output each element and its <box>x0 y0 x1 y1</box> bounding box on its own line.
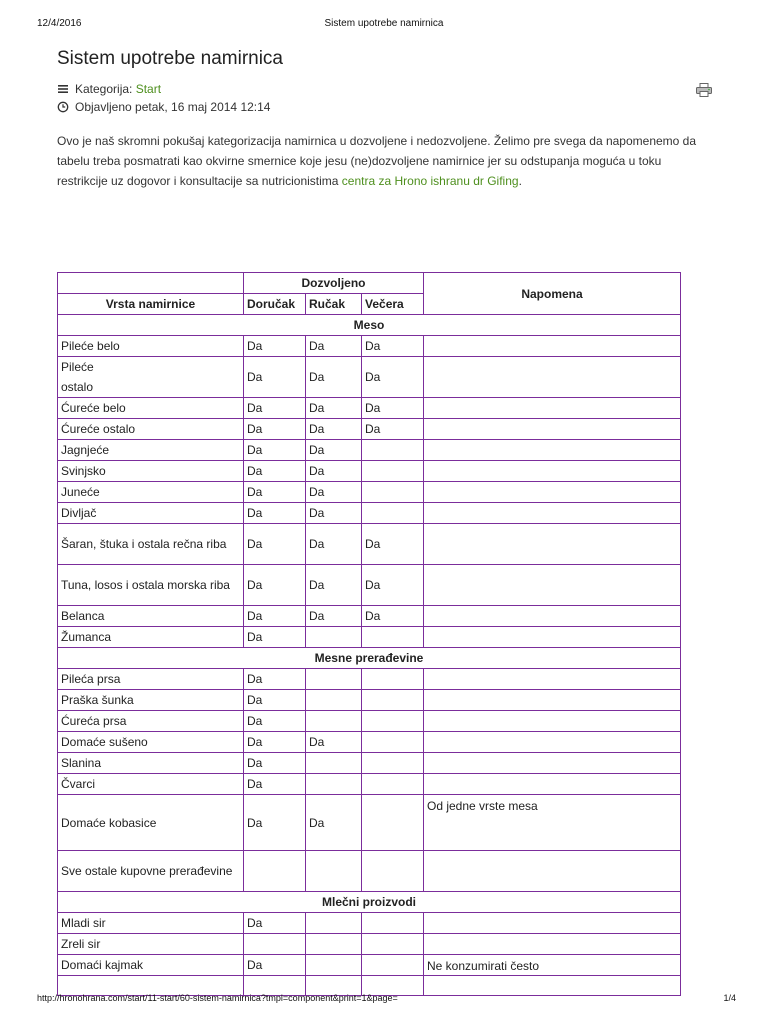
vecera-cell <box>362 440 424 461</box>
napomena-cell: Ne konzumirati često <box>424 955 681 976</box>
intro-paragraph <box>57 131 697 191</box>
rucak-cell <box>306 690 362 711</box>
dorucak-cell: Da <box>244 440 306 461</box>
header-vecera: Večera <box>362 294 424 315</box>
food-name-cell: Divljač <box>58 503 244 524</box>
vecera-cell <box>362 503 424 524</box>
table-row <box>58 461 681 482</box>
dorucak-cell: Da <box>244 732 306 753</box>
napomena-cell <box>424 419 681 440</box>
food-name-cell: Ćureća prsa <box>58 711 244 732</box>
food-name-cell: Jagnjeće <box>58 440 244 461</box>
table-row <box>58 690 681 711</box>
dorucak-cell <box>244 934 306 955</box>
dorucak-cell: Da <box>244 503 306 524</box>
table-row <box>58 774 681 795</box>
napomena-cell <box>424 461 681 482</box>
napomena-cell <box>424 913 681 934</box>
rucak-cell: Da <box>306 524 362 565</box>
table-row <box>58 711 681 732</box>
food-name-cell: Zreli sir <box>58 934 244 955</box>
rucak-cell: Da <box>306 357 362 398</box>
header-dozvoljeno: Dozvoljeno <box>244 273 424 294</box>
food-name-cell: Čvarci <box>58 774 244 795</box>
food-name-cell: Domaći kajmak <box>58 955 244 976</box>
food-name-cell: Ćureće belo <box>58 398 244 419</box>
vecera-cell <box>362 774 424 795</box>
rucak-cell <box>306 934 362 955</box>
napomena-cell: Od jedne vrste mesa <box>424 795 681 851</box>
dorucak-cell: Da <box>244 419 306 440</box>
section-title: Mesne prerađevine <box>58 648 681 669</box>
table-row <box>58 627 681 648</box>
category-label: Kategorija: <box>75 82 133 96</box>
food-name-cell: Mladi sir <box>58 913 244 934</box>
rucak-cell: Da <box>306 398 362 419</box>
vecera-cell <box>362 732 424 753</box>
napomena-cell <box>424 753 681 774</box>
table-row <box>58 419 681 440</box>
table-row <box>58 732 681 753</box>
section-row <box>58 892 681 913</box>
food-name-cell: Belanca <box>58 606 244 627</box>
rucak-cell: Da <box>306 503 362 524</box>
vecera-cell <box>362 627 424 648</box>
dorucak-cell: Da <box>244 711 306 732</box>
table-row <box>58 669 681 690</box>
dorucak-cell: Da <box>244 398 306 419</box>
dorucak-cell: Da <box>244 336 306 357</box>
food-name-cell: Pileće ostalo <box>58 357 244 398</box>
rucak-cell <box>306 955 362 976</box>
food-name-cell: Tuna, losos i ostala morska riba <box>58 565 244 606</box>
section-title: Mlečni proizvodi <box>58 892 681 913</box>
header-vrsta: Vrsta namirnice <box>58 294 244 315</box>
header-rucak: Ručak <box>306 294 362 315</box>
napomena-cell <box>424 774 681 795</box>
vecera-cell <box>362 461 424 482</box>
vecera-cell: Da <box>362 398 424 419</box>
vecera-cell <box>362 482 424 503</box>
rucak-cell <box>306 913 362 934</box>
food-name-cell: Žumanca <box>58 627 244 648</box>
food-name-cell: Juneće <box>58 482 244 503</box>
rucak-cell: Da <box>306 565 362 606</box>
rucak-cell: Da <box>306 482 362 503</box>
food-name-cell: Slanina <box>58 753 244 774</box>
table-row <box>58 753 681 774</box>
napomena-cell <box>424 524 681 565</box>
napomena-cell <box>424 565 681 606</box>
napomena-cell <box>424 711 681 732</box>
rucak-cell: Da <box>306 419 362 440</box>
print-url: http://hronohrana.com/start/11-start/60-sistem-namirnica?tmpl=component&print=1&page= <box>37 993 398 1003</box>
intro-text: Ovo je naš skromni pokušaj kategorizacija namirnica u dozvoljene i nedozvoljene. Želimo pre svega da napomenemo da tabelu treba posmatrati kao okvirne smernice koje jesu (ne)dozvoljene namirnice jer su odstupanja moguća u toku restrikcije uz dogovor i konsultacije sa nutricionistima <box>57 134 697 188</box>
table-row <box>58 565 681 606</box>
table-row <box>58 955 681 976</box>
rucak-cell <box>306 774 362 795</box>
food-name-cell: Sve ostale kupovne prerađevine <box>58 851 244 892</box>
food-name-cell: Domaće kobasice <box>58 795 244 851</box>
table-row <box>58 934 681 955</box>
rucak-cell: Da <box>306 440 362 461</box>
vecera-cell <box>362 753 424 774</box>
food-name-cell: Šaran, štuka i ostala rečna riba <box>58 524 244 565</box>
napomena-cell <box>424 690 681 711</box>
dorucak-cell: Da <box>244 482 306 503</box>
section-row <box>58 315 681 336</box>
vecera-cell <box>362 934 424 955</box>
dorucak-cell: Da <box>244 524 306 565</box>
table-row <box>58 503 681 524</box>
vecera-cell: Da <box>362 565 424 606</box>
table-row <box>58 851 681 892</box>
clock-icon <box>57 101 69 113</box>
header-napomena: Napomena <box>424 273 681 315</box>
rucak-cell <box>306 753 362 774</box>
table-row <box>58 336 681 357</box>
vecera-cell <box>362 690 424 711</box>
rucak-cell <box>306 851 362 892</box>
print-header <box>0 0 768 29</box>
napomena-cell <box>424 357 681 398</box>
napomena-cell <box>424 934 681 955</box>
print-footer <box>0 993 768 1009</box>
vecera-cell <box>362 955 424 976</box>
food-name-cell: Svinjsko <box>58 461 244 482</box>
rucak-cell <box>306 711 362 732</box>
vecera-cell <box>362 711 424 732</box>
napomena-cell <box>424 482 681 503</box>
food-name-cell: Domaće sušeno <box>58 732 244 753</box>
napomena-cell <box>424 851 681 892</box>
napomena-cell <box>424 336 681 357</box>
vecera-cell: Da <box>362 524 424 565</box>
vecera-cell <box>362 795 424 851</box>
vecera-cell <box>362 913 424 934</box>
dorucak-cell: Da <box>244 565 306 606</box>
vecera-cell: Da <box>362 606 424 627</box>
header-blank <box>58 273 244 294</box>
header-dorucak: Doručak <box>244 294 306 315</box>
food-name-cell: Pileće belo <box>58 336 244 357</box>
dorucak-cell: Da <box>244 753 306 774</box>
vecera-cell <box>362 851 424 892</box>
dorucak-cell: Da <box>244 606 306 627</box>
intro-end: . <box>518 174 522 188</box>
napomena-cell <box>424 398 681 419</box>
dorucak-cell: Da <box>244 913 306 934</box>
table-row <box>58 795 681 851</box>
print-date: 12/4/2016 <box>37 18 82 29</box>
table-row <box>58 357 681 398</box>
napomena-cell <box>424 732 681 753</box>
section-title: Meso <box>58 315 681 336</box>
printer-icon[interactable] <box>696 83 712 97</box>
vecera-cell <box>362 669 424 690</box>
vecera-cell: Da <box>362 419 424 440</box>
table-row <box>58 440 681 461</box>
dorucak-cell: Da <box>244 461 306 482</box>
rucak-cell <box>306 669 362 690</box>
food-name-cell: Pileća prsa <box>58 669 244 690</box>
dorucak-cell: Da <box>244 774 306 795</box>
table-body <box>58 315 681 996</box>
print-doc-title: Sistem upotrebe namirnica <box>324 18 444 29</box>
napomena-cell <box>424 503 681 524</box>
published-row <box>57 100 270 114</box>
table-row <box>58 482 681 503</box>
dorucak-cell: Da <box>244 690 306 711</box>
food-name-cell: Praška šunka <box>58 690 244 711</box>
dorucak-cell: Da <box>244 795 306 851</box>
napomena-cell <box>424 627 681 648</box>
rucak-cell: Da <box>306 795 362 851</box>
dorucak-cell: Da <box>244 669 306 690</box>
dorucak-cell: Da <box>244 357 306 398</box>
table-row <box>58 398 681 419</box>
rucak-cell: Da <box>306 606 362 627</box>
dorucak-cell <box>244 851 306 892</box>
rucak-cell: Da <box>306 732 362 753</box>
vecera-cell: Da <box>362 336 424 357</box>
napomena-cell <box>424 669 681 690</box>
table-row <box>58 524 681 565</box>
menu-list-icon <box>57 83 69 95</box>
page-number: 1/4 <box>723 993 736 1003</box>
published-date: Objavljeno petak, 16 maj 2014 12:14 <box>75 100 271 114</box>
table-row <box>58 913 681 934</box>
rucak-cell: Da <box>306 461 362 482</box>
food-table <box>57 272 681 996</box>
rucak-cell: Da <box>306 336 362 357</box>
dorucak-cell: Da <box>244 627 306 648</box>
category-link[interactable]: Start <box>135 82 162 96</box>
category-row <box>57 82 161 96</box>
table-row <box>58 606 681 627</box>
napomena-cell <box>424 440 681 461</box>
article-title: Sistem upotrebe namirnica <box>57 48 283 69</box>
food-name-cell: Ćureće ostalo <box>58 419 244 440</box>
intro-link[interactable]: centra za Hrono ishranu dr Gifing <box>341 174 519 188</box>
section-row <box>58 648 681 669</box>
dorucak-cell: Da <box>244 955 306 976</box>
vecera-cell: Da <box>362 357 424 398</box>
napomena-cell <box>424 606 681 627</box>
rucak-cell <box>306 627 362 648</box>
